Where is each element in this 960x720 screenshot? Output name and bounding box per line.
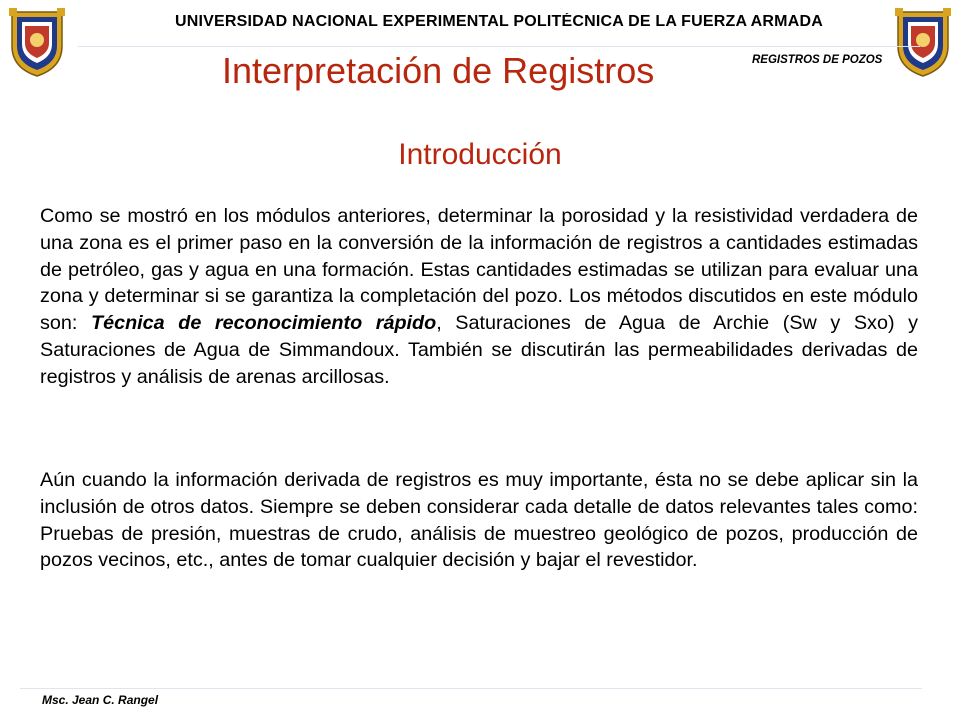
footer-divider — [20, 688, 922, 689]
slide-subtitle: Introducción — [398, 138, 562, 171]
paragraph-1-emphasis: Técnica de reconocimiento rápido — [90, 312, 437, 335]
header-divider — [78, 46, 920, 47]
paragraph-1-text-before: Como se mostró en los módulos anteriores, determinar la porosidad y la resistividad verdadera de una zona es el primer paso en la conversión de la información de registros a cantidades estimadas de petróleo, gas y agua en una formación. Estas cantidades estimadas se utilizan para evaluar una zona y determinar si se garantiza la completación del pozo. Los métodos discutidos en este módulo son: — [40, 205, 918, 335]
paragraph-2: Aún cuando la información derivada de registros es muy importante, ésta no se debe aplicar sin la inclusión de otros datos. Siempre se deben considerar cada detalle de datos relevantes tales como: Pruebas de presión, muestras de crudo, análisis de muestreo geológico de pozos, producción de pozos vecinos, etc., antes de tomar cualquier decisión y bajar el revestidor. — [40, 469, 918, 572]
slide-title: Interpretación de Registros — [222, 50, 655, 91]
university-name: UNIVERSIDAD NACIONAL EXPERIMENTAL POLITÉCNICA DE LA FUERZA ARMADA — [175, 13, 823, 30]
author-footer: Msc. Jean C. Rangel — [42, 693, 159, 707]
university-crest-left-icon — [4, 6, 70, 78]
paragraph-1 — [40, 203, 918, 391]
paragraph-1-text-after: , Saturaciones de Agua de Archie (Sw y Sxo) y Saturaciones de Agua de Simmandoux. También se discutirán las permeabilidades derivadas de registros y análisis de arenas arcillosas. — [40, 312, 919, 388]
course-name: REGISTROS DE POZOS — [752, 54, 883, 66]
